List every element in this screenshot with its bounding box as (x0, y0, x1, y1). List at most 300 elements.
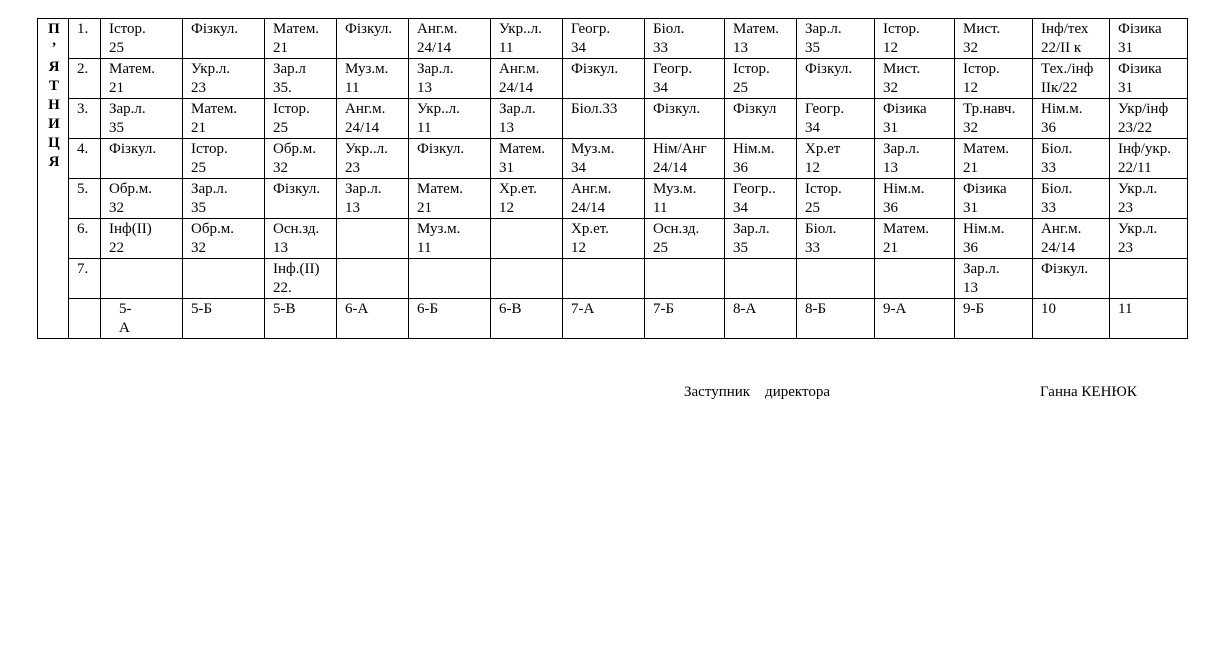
cell-text: Істор. (109, 21, 146, 37)
cell-text: 25 (733, 80, 748, 96)
lesson-cell (725, 139, 797, 179)
lesson-cell (101, 99, 183, 139)
cell-text: Матем. (499, 141, 546, 157)
lesson-cell (183, 219, 265, 259)
cell-text: 32 (191, 240, 206, 256)
lesson-cell (337, 99, 409, 139)
lesson-cell (563, 219, 645, 259)
cell-text: 31 (1118, 40, 1133, 56)
lesson-cell (955, 99, 1033, 139)
cell-text: Фізика (1118, 61, 1162, 77)
lesson-cell (337, 19, 409, 59)
cell-text: 13 (963, 280, 978, 296)
lesson-cell (955, 259, 1033, 299)
cell-text: 34 (805, 120, 820, 136)
cell-text: Хр.ет (805, 141, 841, 157)
lesson-cell (645, 219, 725, 259)
cell-text: А (119, 320, 130, 336)
day-name-cell (38, 19, 69, 339)
cell-text: 13 (499, 120, 514, 136)
lesson-cell (1110, 99, 1188, 139)
cell-text: Біол.33 (571, 101, 618, 117)
lesson-cell (797, 59, 875, 99)
cell-text: 11 (1118, 301, 1133, 317)
cell-text: Тр.навч. (963, 101, 1016, 117)
cell-text: 34 (571, 40, 586, 56)
lesson-cell (101, 19, 183, 59)
cell-text: Фізика (883, 101, 927, 117)
cell-text: Анг.м. (417, 21, 458, 37)
cell-text: Істор. (963, 61, 1000, 77)
lesson-cell (337, 59, 409, 99)
class-label (875, 299, 955, 339)
lesson-cell (183, 59, 265, 99)
cell-text: Укр..л. (499, 21, 542, 37)
cell-text: 7-А (571, 301, 595, 317)
lesson-cell (875, 99, 955, 139)
cell-text: Нім.м. (883, 181, 925, 197)
class-label-row (38, 299, 1188, 339)
cell-text: 23 (1118, 240, 1133, 256)
cell-text: 36 (883, 200, 898, 216)
cell-text: Мист. (883, 61, 921, 77)
lesson-cell (265, 259, 337, 299)
cell-text: Геогр. (571, 21, 611, 37)
class-label (101, 299, 183, 339)
cell-text: 21 (883, 240, 898, 256)
cell-text: Анг.м. (499, 61, 540, 77)
cell-text: 11 (345, 80, 360, 96)
cell-text: Фізкул. (805, 61, 853, 77)
cell-text: 6-А (345, 301, 369, 317)
cell-text: 21 (417, 200, 432, 216)
cell-text: 21 (273, 40, 288, 56)
lesson-cell (265, 99, 337, 139)
lesson-cell (645, 59, 725, 99)
cell-text: Осн.зд. (653, 221, 700, 237)
lesson-cell (183, 139, 265, 179)
lesson-cell (183, 259, 265, 299)
cell-text: Фізика (963, 181, 1007, 197)
day-letter: Я (48, 154, 60, 170)
cell-text: 5-Б (191, 301, 213, 317)
cell-text: 34 (653, 80, 668, 96)
lesson-cell (875, 219, 955, 259)
cell-text: 36 (733, 160, 748, 176)
cell-text: Обр.м. (273, 141, 316, 157)
cell-text: Зар.л. (883, 141, 920, 157)
cell-text: 13 (345, 200, 360, 216)
cell-text: 23/22 (1118, 120, 1153, 136)
cell-text: Укр..л. (345, 141, 388, 157)
lesson-number: 4. (69, 139, 101, 179)
day-letter: П (48, 21, 60, 37)
cell-text: 6-Б (417, 301, 439, 317)
lesson-row (38, 19, 1188, 59)
empty-cell (69, 299, 101, 339)
cell-text: 35 (805, 40, 820, 56)
cell-text: Фізика (1118, 21, 1162, 37)
lesson-cell (337, 219, 409, 259)
cell-text: Фізкул. (191, 21, 239, 37)
signature-title: Заступник директора (684, 384, 830, 400)
lesson-cell (725, 259, 797, 299)
cell-text: Анг.м. (571, 181, 612, 197)
cell-text: 23 (1118, 200, 1133, 216)
lesson-number: 1. (69, 19, 101, 59)
cell-text: Укр/інф (1118, 101, 1169, 117)
cell-text: Матем. (109, 61, 156, 77)
lesson-row (38, 99, 1188, 139)
cell-text: 8-А (733, 301, 757, 317)
cell-text: Біол. (653, 21, 685, 37)
lesson-cell (409, 19, 491, 59)
cell-text: Хр.ет. (571, 221, 609, 237)
lesson-cell (563, 99, 645, 139)
lesson-cell (491, 139, 563, 179)
lesson-cell (1033, 139, 1110, 179)
cell-text: Геогр. (805, 101, 845, 117)
cell-text: 22/ІІ к (1041, 40, 1082, 56)
cell-text: Інф(ІІ) (109, 221, 152, 237)
cell-text: 32 (963, 120, 978, 136)
class-label (491, 299, 563, 339)
class-label (409, 299, 491, 339)
cell-text: 36 (963, 240, 978, 256)
day-letter: И (48, 116, 60, 132)
cell-text: Нім.м. (733, 141, 775, 157)
cell-text: Тех./інф (1041, 61, 1094, 77)
day-letter: Я (48, 59, 60, 75)
cell-text: Інф/укр. (1118, 141, 1171, 157)
lesson-cell (725, 19, 797, 59)
cell-text: Зар.л. (191, 181, 228, 197)
cell-text: Анг.м. (1041, 221, 1082, 237)
lesson-cell (337, 259, 409, 299)
cell-text: Муз.м. (571, 141, 615, 157)
cell-text: Укр.л. (1118, 181, 1158, 197)
cell-text: 13 (417, 80, 432, 96)
class-label (265, 299, 337, 339)
cell-text: 21 (109, 80, 124, 96)
cell-text: 12 (571, 240, 586, 256)
cell-text: 35 (191, 200, 206, 216)
cell-text: Матем. (733, 21, 780, 37)
cell-text: 24/14 (345, 120, 380, 136)
signature-name: Ганна КЕНЮК (1040, 384, 1137, 400)
lesson-cell (183, 19, 265, 59)
cell-text: 9-А (883, 301, 907, 317)
cell-text: Нім/Анг (653, 141, 707, 157)
cell-text: Зар.л. (733, 221, 770, 237)
lesson-cell (955, 59, 1033, 99)
cell-text: Біол. (1041, 181, 1073, 197)
lesson-cell (101, 59, 183, 99)
cell-text: 25 (273, 120, 288, 136)
lesson-number: 2. (69, 59, 101, 99)
lesson-cell (797, 19, 875, 59)
lesson-cell (409, 99, 491, 139)
lesson-cell (1033, 179, 1110, 219)
lesson-cell (1110, 219, 1188, 259)
cell-text: 31 (1118, 80, 1133, 96)
cell-text: Геогр.. (733, 181, 776, 197)
cell-text: Фізкул. (273, 181, 321, 197)
cell-text: Зар.л. (345, 181, 382, 197)
lesson-cell (645, 259, 725, 299)
lesson-cell (1033, 219, 1110, 259)
lesson-row (38, 139, 1188, 179)
cell-text: Мист. (963, 21, 1001, 37)
cell-text: 12 (883, 40, 898, 56)
lesson-cell (491, 99, 563, 139)
cell-text: 24/14 (1041, 240, 1076, 256)
cell-text: Обр.м. (109, 181, 152, 197)
cell-text: Інф/тех (1041, 21, 1089, 37)
cell-text: Муз.м. (653, 181, 697, 197)
lesson-cell (797, 139, 875, 179)
cell-text: Нім.м. (1041, 101, 1083, 117)
cell-text: 31 (883, 120, 898, 136)
cell-text: 33 (653, 40, 668, 56)
cell-text: Фізкул. (345, 21, 393, 37)
lesson-cell (563, 19, 645, 59)
cell-text: Укр.л. (191, 61, 231, 77)
lesson-cell (1033, 59, 1110, 99)
lesson-cell (337, 179, 409, 219)
cell-text: 24/14 (499, 80, 534, 96)
cell-text: Істор. (191, 141, 228, 157)
cell-text: 24/14 (571, 200, 606, 216)
cell-text: Муз.м. (345, 61, 389, 77)
day-letter: Ц (48, 135, 60, 151)
cell-text: Істор. (883, 21, 920, 37)
cell-text: 21 (191, 120, 206, 136)
lesson-cell (409, 179, 491, 219)
class-label (337, 299, 409, 339)
cell-text: 21 (963, 160, 978, 176)
cell-text: Осн.зд. (273, 221, 320, 237)
lesson-cell (955, 219, 1033, 259)
cell-text: Фізкул. (1041, 261, 1089, 277)
lesson-cell (491, 219, 563, 259)
cell-text: Анг.м. (345, 101, 386, 117)
lesson-cell (645, 99, 725, 139)
cell-text: Матем. (963, 141, 1010, 157)
cell-text: Муз.м. (417, 221, 461, 237)
class-label (645, 299, 725, 339)
cell-text: Зар.л. (109, 101, 146, 117)
lesson-cell (1033, 99, 1110, 139)
class-label (1110, 299, 1188, 339)
cell-text: Зар.л. (963, 261, 1000, 277)
cell-text: Матем. (883, 221, 930, 237)
cell-text: Нім.м. (963, 221, 1005, 237)
cell-text: 36 (1041, 120, 1056, 136)
lesson-row (38, 59, 1188, 99)
class-label (725, 299, 797, 339)
lesson-cell (797, 259, 875, 299)
lesson-cell (265, 59, 337, 99)
cell-text: 23 (345, 160, 360, 176)
day-letter: Н (48, 97, 60, 113)
lesson-cell (725, 179, 797, 219)
lesson-cell (563, 59, 645, 99)
cell-text: 23 (191, 80, 206, 96)
lesson-cell (265, 139, 337, 179)
cell-text: 25 (653, 240, 668, 256)
cell-text: 11 (653, 200, 668, 216)
cell-text: Зар.л. (499, 101, 536, 117)
lesson-cell (409, 219, 491, 259)
lesson-cell (409, 59, 491, 99)
cell-text: Матем. (417, 181, 464, 197)
lesson-row (38, 219, 1188, 259)
lesson-cell (875, 59, 955, 99)
cell-text: 33 (805, 240, 820, 256)
lesson-cell (1110, 179, 1188, 219)
cell-text: 22/11 (1118, 160, 1152, 176)
lesson-cell (337, 139, 409, 179)
cell-text: 25 (191, 160, 206, 176)
lesson-cell (645, 139, 725, 179)
cell-text: Геогр. (653, 61, 693, 77)
cell-text: Зар.л (273, 61, 306, 77)
lesson-cell (1033, 19, 1110, 59)
cell-text: 32 (883, 80, 898, 96)
lesson-cell (955, 19, 1033, 59)
cell-text: 5-В (273, 301, 296, 317)
lesson-row (38, 259, 1188, 299)
lesson-cell (101, 259, 183, 299)
lesson-cell (1033, 259, 1110, 299)
lesson-cell (1110, 19, 1188, 59)
lesson-cell (563, 139, 645, 179)
cell-text: 34 (733, 200, 748, 216)
cell-text: 11 (417, 240, 432, 256)
lesson-cell (183, 179, 265, 219)
cell-text: 35. (273, 80, 292, 96)
cell-text: Інф.(ІІ) (273, 261, 320, 277)
lesson-cell (797, 99, 875, 139)
cell-text: 33 (1041, 160, 1056, 176)
cell-text: Істор. (805, 181, 842, 197)
cell-text: Біол. (1041, 141, 1073, 157)
cell-text: 11 (499, 40, 514, 56)
cell-text: Матем. (273, 21, 320, 37)
lesson-cell (265, 219, 337, 259)
lesson-cell (955, 139, 1033, 179)
lesson-cell (1110, 259, 1188, 299)
lesson-cell (875, 19, 955, 59)
lesson-cell (491, 19, 563, 59)
lesson-cell (725, 219, 797, 259)
lesson-cell (797, 219, 875, 259)
cell-text: 5- (119, 301, 132, 317)
lesson-cell (645, 179, 725, 219)
lesson-cell (875, 259, 955, 299)
lesson-row (38, 179, 1188, 219)
class-label (955, 299, 1033, 339)
schedule-table (37, 18, 1188, 339)
lesson-cell (1110, 139, 1188, 179)
cell-text: 24/14 (653, 160, 688, 176)
cell-text: 13 (273, 240, 288, 256)
lesson-cell (409, 259, 491, 299)
lesson-cell (955, 179, 1033, 219)
cell-text: 32 (963, 40, 978, 56)
lesson-cell (797, 179, 875, 219)
cell-text: 12 (963, 80, 978, 96)
cell-text: Укр..л. (417, 101, 460, 117)
cell-text: 31 (963, 200, 978, 216)
cell-text: 22. (273, 280, 292, 296)
lesson-number: 3. (69, 99, 101, 139)
cell-text: Істор. (733, 61, 770, 77)
cell-text: 10 (1041, 301, 1056, 317)
lesson-cell (265, 19, 337, 59)
lesson-number: 6. (69, 219, 101, 259)
lesson-cell (491, 179, 563, 219)
cell-text: 12 (499, 200, 514, 216)
cell-text: 24/14 (417, 40, 452, 56)
cell-text: 25 (109, 40, 124, 56)
class-label (1033, 299, 1110, 339)
cell-text: Фізкул (733, 101, 777, 117)
day-letter: Т (48, 78, 59, 94)
cell-text: 13 (883, 160, 898, 176)
cell-text: Укр.л. (1118, 221, 1158, 237)
cell-text: 6-В (499, 301, 522, 317)
cell-text: 11 (417, 120, 432, 136)
lesson-cell (563, 259, 645, 299)
lesson-cell (183, 99, 265, 139)
lesson-cell (725, 99, 797, 139)
lesson-cell (645, 19, 725, 59)
lesson-cell (491, 59, 563, 99)
cell-text: 13 (733, 40, 748, 56)
lesson-cell (563, 179, 645, 219)
lesson-cell (725, 59, 797, 99)
cell-text: Фізкул. (571, 61, 619, 77)
cell-text: 34 (571, 160, 586, 176)
cell-text: 22 (109, 240, 124, 256)
lesson-cell (875, 139, 955, 179)
class-label (563, 299, 645, 339)
lesson-cell (101, 219, 183, 259)
cell-text: Фізкул. (417, 141, 465, 157)
cell-text: 7-Б (653, 301, 675, 317)
lesson-cell (409, 139, 491, 179)
cell-text: 32 (109, 200, 124, 216)
lesson-cell (101, 139, 183, 179)
cell-text: Зар.л. (805, 21, 842, 37)
cell-text: 33 (1041, 200, 1056, 216)
cell-text: ІІк/22 (1041, 80, 1078, 96)
cell-text: Біол. (805, 221, 837, 237)
cell-text: 25 (805, 200, 820, 216)
lesson-cell (101, 179, 183, 219)
cell-text: 9-Б (963, 301, 985, 317)
class-label (797, 299, 875, 339)
lesson-number: 7. (69, 259, 101, 299)
cell-text: 8-Б (805, 301, 827, 317)
cell-text: Фізкул. (653, 101, 701, 117)
cell-text: Істор. (273, 101, 310, 117)
lesson-cell (875, 179, 955, 219)
lesson-cell (1110, 59, 1188, 99)
cell-text: 32 (273, 160, 288, 176)
